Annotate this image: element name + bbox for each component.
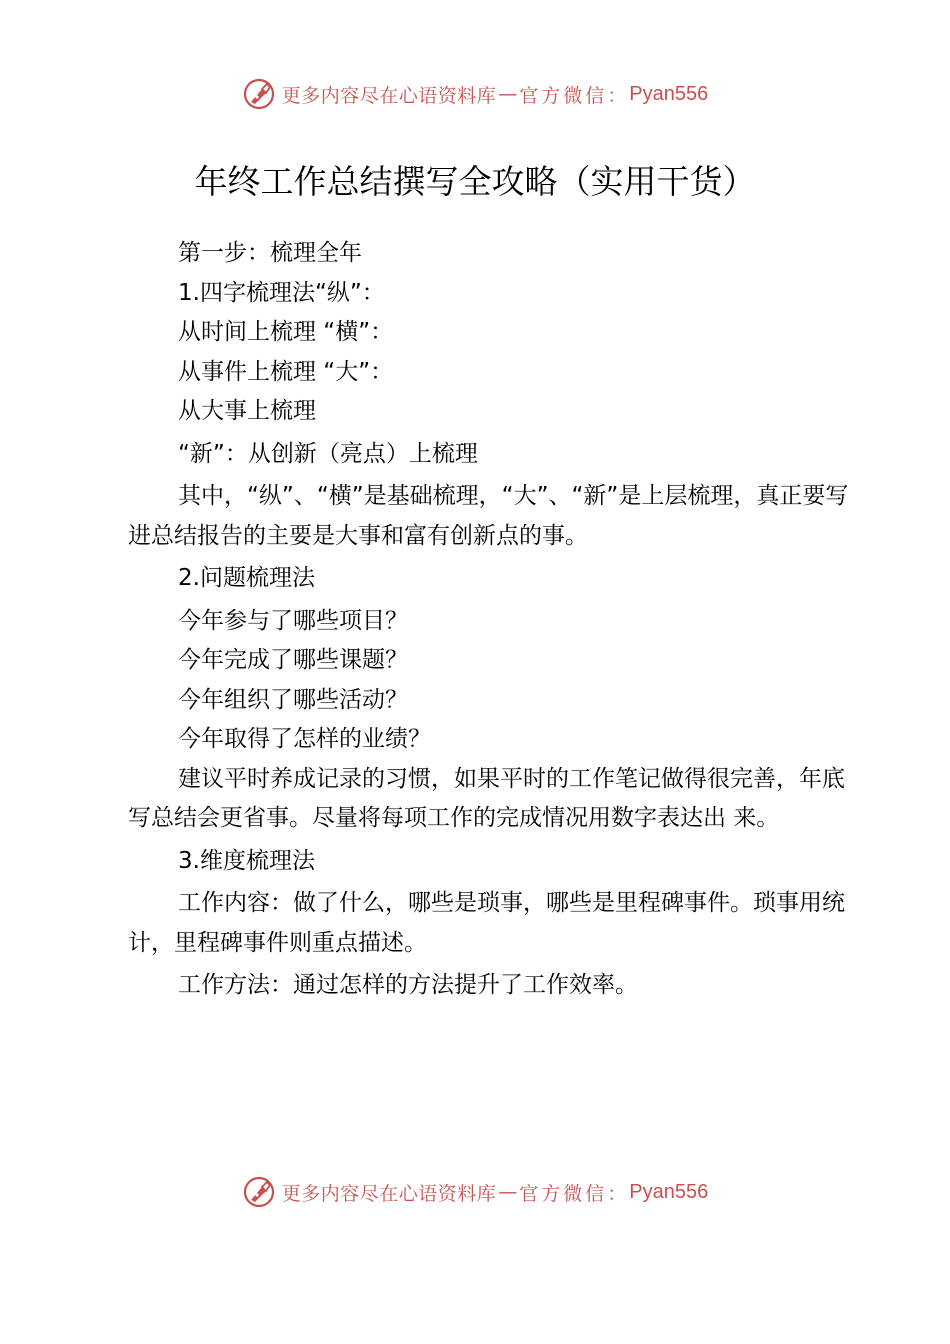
banner-wechat-id: Pyan556 <box>629 1180 709 1203</box>
paragraph: 3.维度梳理法 <box>178 847 315 874</box>
paragraph: 工作内容：做了什么，哪些是琐事，哪些是里程碑事件。琐事用统计，里程碑事件则重点描述。 <box>128 890 845 956</box>
paragraph: 今年取得了怎样的业绩？ <box>178 726 431 752</box>
paragraph: 今年完成了哪些课题？ <box>178 647 408 673</box>
paragraph: 2.问题梳理法 <box>178 565 315 591</box>
banner-text: 更多内容尽在心语资料库 <box>281 1182 497 1205</box>
paragraph: 第一步：梳理全年 <box>178 240 362 266</box>
paragraph: 从时间上梳理 “横”： <box>178 319 394 345</box>
footer-watermark-banner <box>0 1172 950 1212</box>
paragraph: “新”：从创新（亮点）上梳理 <box>178 440 478 467</box>
paragraph: 从事件上梳理 “大”： <box>178 358 394 385</box>
banner-separator: — <box>498 83 518 105</box>
header-watermark-banner <box>0 74 950 114</box>
banner-text: 更多内容尽在心语资料库 <box>281 84 497 107</box>
banner-separator: — <box>498 1181 518 1203</box>
paragraph: 从大事上梳理 <box>178 398 316 424</box>
document-body <box>128 234 849 1006</box>
paragraph: 工作方法：通过怎样的方法提升了工作效率。 <box>178 972 638 998</box>
banner-wechat-label: 官方微信： <box>519 84 630 107</box>
paragraph: 今年参与了哪些项目？ <box>178 607 408 634</box>
document-title: 年终工作总结撰写全攻略（实用干货） <box>194 162 756 201</box>
pen-nib-logo-icon <box>242 77 276 111</box>
banner-wechat-label: 官方微信： <box>519 1182 630 1205</box>
banner-wechat-id: Pyan556 <box>629 82 709 105</box>
paragraph: 今年组织了哪些活动？ <box>178 686 408 713</box>
paragraph: 其中，“纵”、“横”是基础梳理，“大”、“新”是上层梳理，真正要写进总结报告的主要是大事和富有创新点的事。 <box>128 483 849 549</box>
paragraph: 建议平时养成记录的习惯，如果平时的工作笔记做得很完善，年底写总结会更省事。尽量将每项工作的完成情况用数字表达出 来。 <box>128 765 845 831</box>
pen-nib-logo-icon <box>242 1175 276 1209</box>
paragraph: 1.四字梳理法“纵”： <box>178 279 385 306</box>
